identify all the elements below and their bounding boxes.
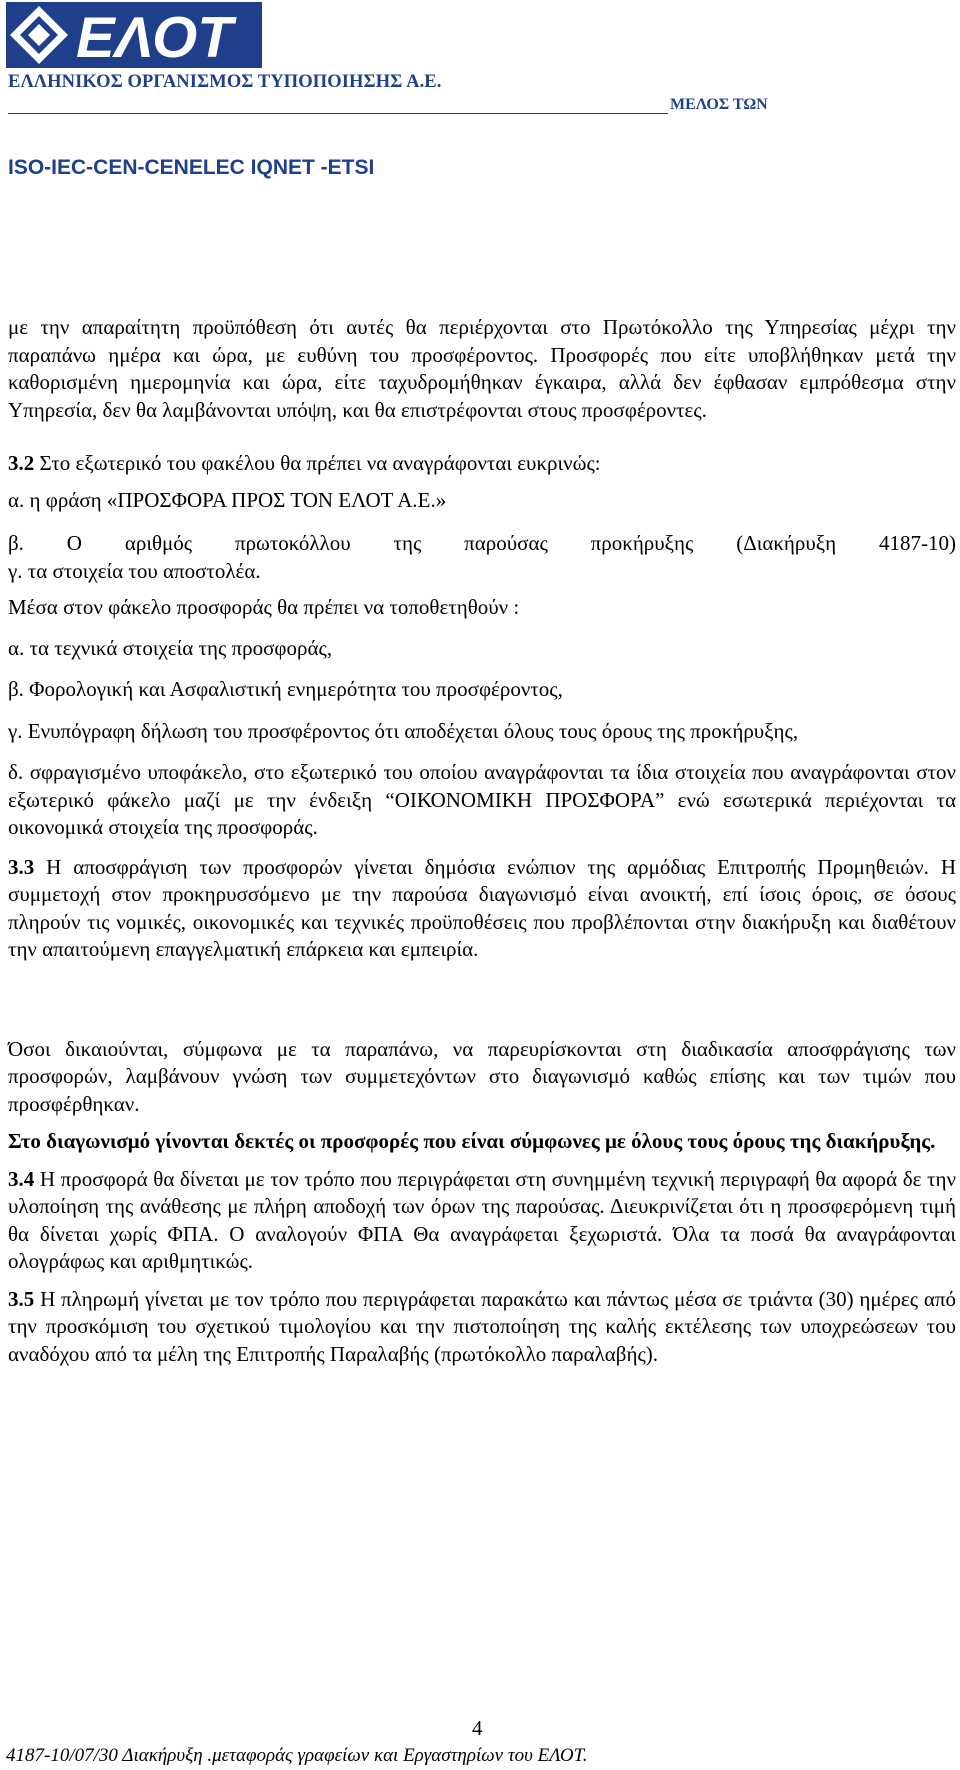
section-number: 3.4 bbox=[8, 1166, 35, 1191]
paragraph-submission-terms: με την απαραίτητη προϋπόθεση ότι αυτές θα περιέρχονται στο Πρωτόκολλο της Υπηρεσίας μέχρι την παραπάνω ημέρα και ώρα, με ευθύνη του προσφέροντος. Προσφορές που είτε υποβλήθηκαν μετά την καθορισμένη ημερομηνία και ώρα, είτε ταχυδρομήθηκαν έγκαιρα, αλλά δεν έφθασαν εμπρόθεσμα στην Υπηρεσία, δεν θα λαμβάνονται υπόψη, και θα επιστρέφονται στους προσφέροντες. bbox=[8, 315, 956, 422]
section-text: Η αποσφράγιση των προσφορών γίνεται δημόσια ενώπιον της αρμόδιας Επιτροπής Προμηθειών. Η συμμετοχή στον προκηρυσσόμενο με την παρούσα διαγωνισμό είναι ανοικτή, επί ίσοις όροις, σε όσους πληρούν τις νομικές, οικονομικές και τεχνικές προϋποθέσεις που προβλέπονται στην διακήρυξη και διαθέτουν την απαιτούμενη επαγγελματική επάρκεια και εμπειρία. bbox=[8, 854, 956, 961]
section-number: 3.2 bbox=[8, 451, 35, 475]
section-3-2 bbox=[8, 450, 956, 478]
elot-logo bbox=[6, 2, 262, 68]
header-rule bbox=[8, 113, 668, 114]
list-item: γ. τα στοιχεία του αποστολέα. bbox=[8, 558, 261, 583]
inner-envelope-title: Μέσα στον φάκελο προσφοράς θα πρέπει να τοποθετηθούν : bbox=[8, 595, 520, 619]
member-line bbox=[8, 96, 776, 116]
page-number: 4 bbox=[472, 1716, 483, 1740]
section-number: 3.3 bbox=[8, 854, 35, 879]
section-3-3 bbox=[8, 854, 956, 964]
organization-name: ΕΛΛΗΝΙΚΟΣ ΟΡΓΑΝΙΣΜΟΣ ΤΥΠΟΠΟΙΗΣΗΣ Α.Ε. bbox=[8, 72, 442, 92]
list-item: γ. Ενυπόγραφη δήλωση του προσφέροντος ότι αποδέχεται όλους τους όρους της προκήρυξης, bbox=[8, 718, 799, 743]
list-item: δ. σφραγισμένο υποφάκελο, στο εξωτερικό του οποίου αναγράφονται τα ίδια στοιχεία που αναγράφονται στον εξωτερικό φάκελο μαζί με την ένδειξη “ΟΙΚΟΝΟΜΙΚΗ ΠΡΟΣΦΟΡΑ” ενώ εσωτερικά περιέχονται τα οικονομικά στοιχεία της προσφοράς. bbox=[8, 760, 956, 839]
section-text: Η προσφορά θα δίνεται με τον τρόπο που περιγράφεται στη συνημμένη τεχνική περιγραφή θα αφορά δε την υλοποίηση της ανάθεσης με πλήρη αποδοχή των όρων της παρούσας. Διευκρινίζεται ότι η προσφερόμενη τιμή θα δίνεται χωρίς ΦΠΑ. Ο αναλογούν ΦΠΑ Θα αναγράφεται ξεχωριστά. Όλα τα ποσά θα αναγράφονται ολογράφως και αριθμητικώς. bbox=[8, 1166, 956, 1273]
section-text: Στο εξωτερικό του φακέλου θα πρέπει να αναγράφονται ευκρινώς: bbox=[34, 451, 601, 475]
member-of-label: ΜΕΛΟΣ ΤΩΝ bbox=[670, 96, 768, 113]
standards-membership: ISO-IEC-CEN-CENELEC IQNET -ETSI bbox=[8, 156, 375, 179]
paragraph-acceptance-bold: Στο διαγωνισμό γίνονται δεκτές οι προσφορές που είναι σύμφωνες με όλους τους όρους της διακήρυξης. bbox=[8, 1129, 936, 1153]
section-3-5 bbox=[8, 1286, 956, 1369]
section-number: 3.5 bbox=[8, 1286, 35, 1311]
section-text: Η πληρωμή γίνεται με τον τρόπο που περιγράφεται παρακάτω και πάντως μέσα σε τριάντα (30) ημέρες από την προσκόμιση του σχετικού τιμολογίου και την πιστοποίηση της καλής εκτέλεσης των υποχρεώσεων του αναδόχου από τα μέλη της Επιτροπής Παραλαβής (πρωτόκολλο παραλαβής). bbox=[8, 1286, 956, 1366]
list-item: β. Ο αριθμός πρωτοκόλλου της παρούσας προκήρυξης (Διακήρυξη 4187-10) bbox=[8, 531, 956, 555]
list-item: β. Φορολογική και Ασφαλιστική ενημερότητα του προσφέροντος, bbox=[8, 677, 563, 701]
section-3-4 bbox=[8, 1166, 956, 1276]
paragraph-attendance: Όσοι δικαιούνται, σύμφωνα με τα παραπάνω, να παρευρίσκονται στη διαδικασία αποσφράγισης των προσφορών, λαμβάνουν γνώση των συμμετεχόντων στο διαγωνισμό καθώς επίσης και των τιμών που προσφέρθηκαν. bbox=[8, 1036, 956, 1116]
list-item: α. τα τεχνικά στοιχεία της προσφοράς, bbox=[8, 635, 333, 660]
footer-note: 4187-10/07/30 Διακήρυξη .μεταφοράς γραφείων και Εργαστηρίων του ΕΛΟΤ. bbox=[6, 1745, 588, 1766]
document-body bbox=[8, 314, 956, 1368]
logo-text: ΕΛΟΤ bbox=[76, 5, 233, 68]
list-item: α. η φράση «ΠΡΟΣΦΟΡΑ ΠΡΟΣ ΤΟΝ ΕΛΟΤ Α.Ε.» bbox=[8, 487, 447, 512]
